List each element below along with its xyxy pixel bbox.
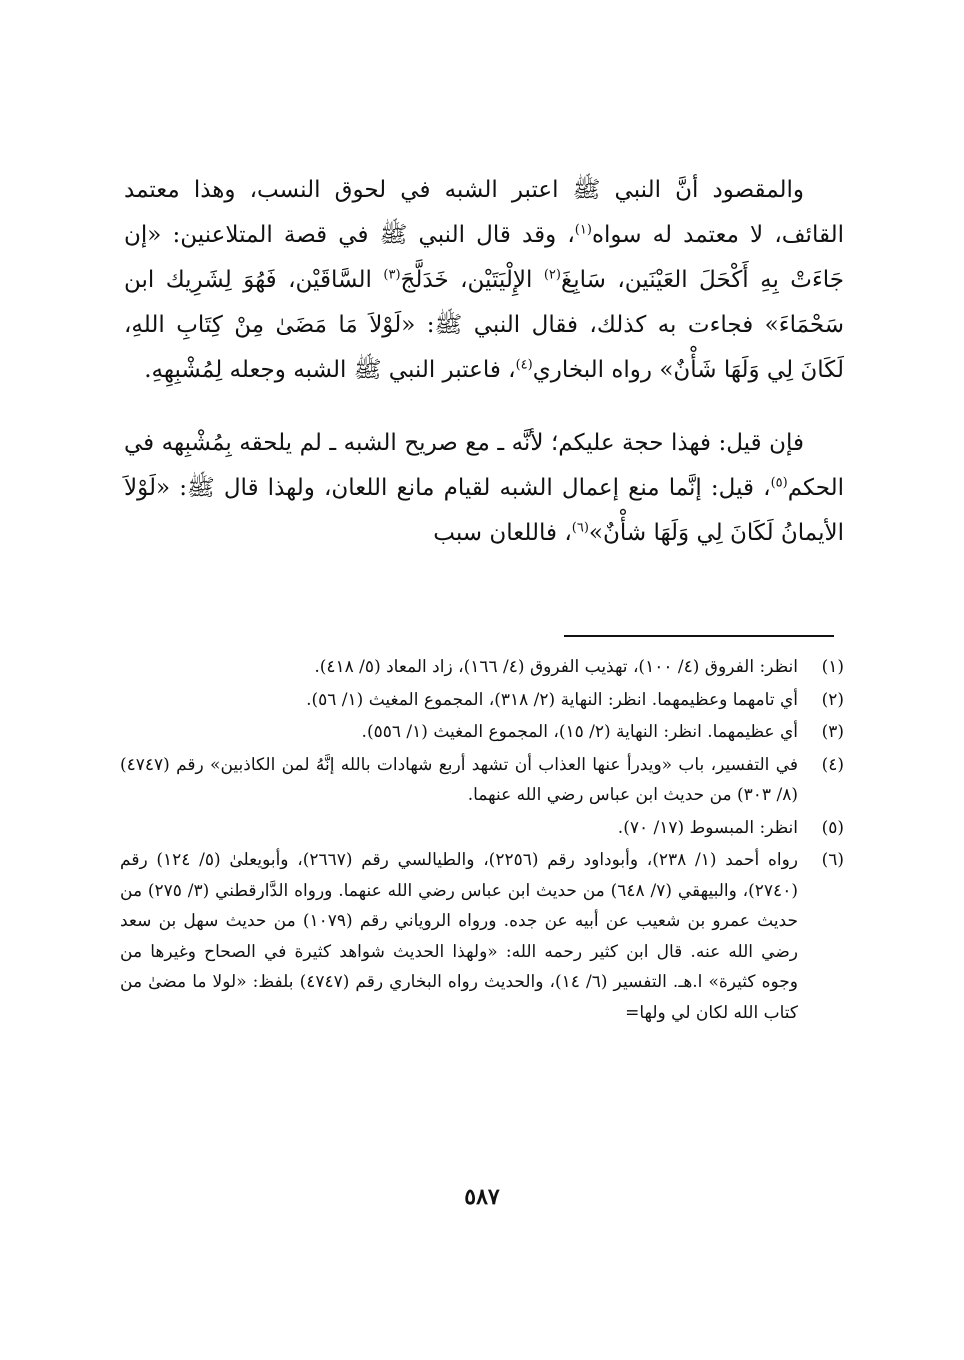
paragraph-1-part-d: السَّاقَيْن، فَهُوَ لِشَرِيك ابن سَحْمَاءَ» فجاءت به كذلك، فقال النبي ﷺ: «لَوْلاَ مَا مَضَىٰ مِنْ كِتَابِ اللهِ، لَكَانَ لِي وَلَهَا شَأْنٌ» رواه البخاري bbox=[124, 267, 844, 383]
footnote-6 bbox=[120, 845, 844, 1028]
footnote-number: (٦) bbox=[821, 850, 844, 870]
footnote-text: انظر: المبسوط (١٧/ ٧٠). bbox=[617, 817, 798, 838]
paragraph-1-part-a: والمقصود أنَّ النبي ﷺ اعتبر الشبه في لحوق النسب، وهذا معتمد القائف، لا معتمد له سواه bbox=[124, 177, 845, 248]
footnote-number: (٢) bbox=[821, 689, 844, 710]
paragraph-1-part-c: الإِلْيَتَيْن، خَدَلَّجَ bbox=[400, 267, 544, 293]
footnote-text: أي عظيمهما. انظر: النهاية (٢/ ١٥)، المجموع المغيث (١/ ٥٥٦). bbox=[361, 722, 798, 742]
footnote-ref-1: (١) bbox=[574, 222, 592, 238]
footnote-separator bbox=[564, 635, 834, 637]
footnote-number: (٥) bbox=[821, 817, 844, 838]
paragraph-1-part-b: ، وقد قال النبي ﷺ في قصة المتلاعنين: «إن جَاءَتْ بِهِ أَكْحَلَ العَيْنَين، سَابِغَ bbox=[124, 222, 844, 293]
footnote-ref-4: (٤) bbox=[515, 357, 533, 373]
footnote-number: (٣) bbox=[821, 722, 844, 742]
footnote-text: أي تامهما وعظيمهما. انظر: النهاية (٢/ ٣١٨)، المجموع المغيث (١/ ٥٦). bbox=[306, 689, 798, 710]
footnote-number: (١) bbox=[821, 657, 844, 677]
footnote-text: في التفسير، باب «ويدرأ عنها العذاب أن تشهد أربع شهادات بالله إنَّهُ لمن الكاذبين» رقم (٤٧٤٧) (٨/ ٣٠٣) من حديث ابن عباس رضي الله عنهما. bbox=[120, 754, 798, 805]
paragraph-2 bbox=[124, 421, 844, 556]
footnote-ref-6: (٦) bbox=[571, 520, 589, 536]
footnote-ref-5: (٥) bbox=[770, 475, 788, 491]
footnote-4 bbox=[120, 750, 844, 811]
footnote-5 bbox=[120, 813, 844, 844]
footnote-ref-3: (٣) bbox=[383, 267, 401, 283]
main-text bbox=[124, 168, 844, 556]
footnote-number: (٤) bbox=[821, 754, 844, 775]
footnote-3 bbox=[120, 717, 844, 748]
page-number: ٥٨٧ bbox=[464, 1184, 500, 1210]
paragraph-1-part-e: ، فاعتبر النبي ﷺ الشبه وجعله لِمُشْبِهِهِ. bbox=[144, 357, 516, 383]
footnotes bbox=[120, 652, 844, 1030]
footnote-2 bbox=[120, 685, 844, 716]
footnote-1 bbox=[120, 652, 844, 683]
footnote-text: رواه أحمد (١/ ٢٣٨)، وأبوداود رقم (٢٢٥٦)، والطيالسي رقم (٢٦٦٧)، وأبويعلىٰ (٥/ ١٢٤) رقم (٢٧٤٠)، والبيهقي (٧/ ٦٤٨) من حديث ابن عباس رضي الله عنهما. ورواه الدَّارقطني (٣/ ٢٧٥) من حديث عمرو بن شعيب عن أبيه عن جده. ورواه الروياني رقم (١٠٧٩) من حديث سهل بن سعد رضي الله عنه. قال ابن كثير رحمه الله: «ولهذا الحديث شواهد كثيرة في الصحاح وغيرها من وجوه كثيرة» ا.هـ. التفسير (٦/ ١٤)، والحديث رواه البخاري رقم (٤٧٤٧) بلفظ: «لولا ما مضىٰ من كتاب الله لكان لي ولها= bbox=[120, 850, 798, 1023]
footnote-text: انظر: الفروق (٤/ ١٠٠)، تهذيب الفروق (٤/ ١٦٦)، زاد المعاد (٥/ ٤١٨). bbox=[314, 657, 798, 677]
paragraph-2-part-a: فإن قيل: فهذا حجة عليكم؛ لأنَّه ـ مع صريح الشبه ـ لم يلحقه بِمُشْبِهه في الحكم bbox=[124, 430, 844, 501]
footnote-ref-2: (٢) bbox=[543, 267, 561, 283]
paragraph-2-part-c: ، فاللعان سبب bbox=[433, 520, 572, 546]
paragraph-1 bbox=[124, 168, 844, 393]
paragraph-2-part-b: ، قيل: إنَّما منع إعمال الشبه لقيام مانع اللعان، ولهذا قال ﷺ: «لَوْلاَ الأيمانُ لَكَانَ لِي وَلَهَا شأْنٌ» bbox=[124, 475, 844, 546]
